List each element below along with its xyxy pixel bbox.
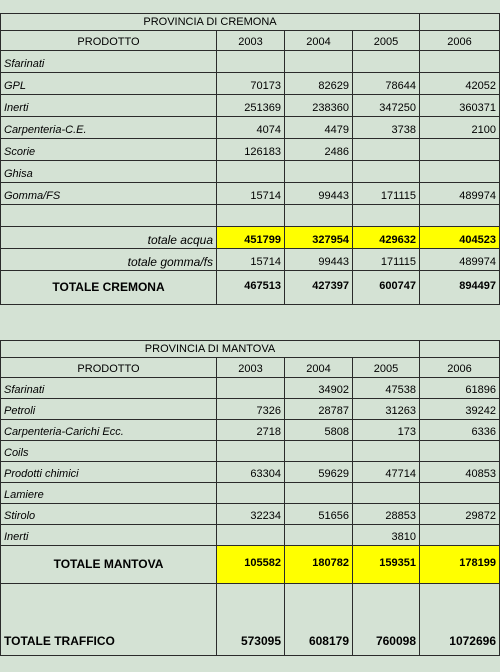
cell-value[interactable] bbox=[420, 161, 500, 183]
cell-value[interactable]: 99443 bbox=[285, 249, 353, 271]
traffico-total-row bbox=[0, 628, 500, 656]
cell-value[interactable]: 608179 bbox=[285, 628, 353, 656]
mantova-title-row bbox=[0, 340, 500, 358]
cell-value[interactable]: 78644 bbox=[353, 73, 420, 95]
cell-value[interactable]: 3810 bbox=[353, 525, 420, 546]
table-row bbox=[0, 378, 500, 399]
cell-value[interactable]: 82629 bbox=[285, 73, 353, 95]
empty-cell[interactable] bbox=[420, 584, 500, 628]
cell-value[interactable] bbox=[353, 483, 420, 504]
cell-value[interactable]: 347250 bbox=[353, 95, 420, 117]
empty-cell[interactable] bbox=[0, 205, 217, 227]
section-title[interactable]: PROVINCIA DI MANTOVA bbox=[0, 340, 420, 358]
cell-value[interactable]: 59629 bbox=[285, 462, 353, 483]
column-header[interactable]: PRODOTTO bbox=[0, 31, 217, 51]
cell-value[interactable]: 171115 bbox=[353, 249, 420, 271]
cell-value[interactable]: 63304 bbox=[217, 462, 285, 483]
cell-value[interactable]: 180782 bbox=[285, 546, 353, 584]
cell-value[interactable] bbox=[420, 139, 500, 161]
cell-value[interactable]: 173 bbox=[353, 420, 420, 441]
cremona-title-row bbox=[0, 13, 500, 31]
cell-value[interactable]: 2718 bbox=[217, 420, 285, 441]
empty-cell[interactable] bbox=[285, 205, 353, 227]
cell-value[interactable]: 39242 bbox=[420, 399, 500, 420]
cell-value[interactable]: 99443 bbox=[285, 183, 353, 205]
empty-cell[interactable] bbox=[353, 205, 420, 227]
cell-value[interactable] bbox=[420, 441, 500, 462]
empty-cell[interactable] bbox=[353, 584, 420, 628]
column-header[interactable]: 2003 bbox=[217, 31, 285, 51]
cell-value[interactable]: 15714 bbox=[217, 183, 285, 205]
cell-value[interactable]: 7326 bbox=[217, 399, 285, 420]
cell-value[interactable]: 251369 bbox=[217, 95, 285, 117]
cell-value[interactable]: 429632 bbox=[353, 227, 420, 249]
row-label[interactable]: Petroli bbox=[0, 399, 217, 420]
row-label[interactable]: TOTALE MANTOVA bbox=[0, 546, 217, 584]
row-label[interactable]: Inerti bbox=[0, 525, 217, 546]
cell-value[interactable]: 467513 bbox=[217, 271, 285, 305]
table-row bbox=[0, 483, 500, 504]
table-row bbox=[0, 183, 500, 205]
cell-value[interactable]: 5808 bbox=[285, 420, 353, 441]
cell-value[interactable] bbox=[285, 51, 353, 73]
table-row bbox=[0, 139, 500, 161]
cell-value[interactable] bbox=[217, 525, 285, 546]
cell-value[interactable]: 2486 bbox=[285, 139, 353, 161]
cell-value[interactable]: 404523 bbox=[420, 227, 500, 249]
cell-value[interactable]: 40853 bbox=[420, 462, 500, 483]
cell-value[interactable] bbox=[285, 161, 353, 183]
spacer-row bbox=[0, 584, 500, 628]
column-header[interactable]: 2006 bbox=[420, 31, 500, 51]
cell-value[interactable] bbox=[217, 441, 285, 462]
table-row bbox=[0, 504, 500, 525]
row-label[interactable]: GPL bbox=[0, 73, 217, 95]
row-label[interactable]: Coils bbox=[0, 441, 217, 462]
cell-value[interactable]: 760098 bbox=[353, 628, 420, 656]
cell-value[interactable]: 171115 bbox=[353, 183, 420, 205]
cell-value[interactable]: 42052 bbox=[420, 73, 500, 95]
empty-cell[interactable] bbox=[420, 205, 500, 227]
cell-value[interactable]: 6336 bbox=[420, 420, 500, 441]
table-row bbox=[0, 462, 500, 483]
table-row bbox=[0, 117, 500, 139]
cell-value[interactable]: 427397 bbox=[285, 271, 353, 305]
column-header[interactable]: PRODOTTO bbox=[0, 358, 217, 378]
row-label[interactable]: totale acqua bbox=[0, 227, 217, 249]
cell-value[interactable]: 894497 bbox=[420, 271, 500, 305]
cell-value[interactable]: 51656 bbox=[285, 504, 353, 525]
cell-value[interactable]: 47714 bbox=[353, 462, 420, 483]
cell-value[interactable] bbox=[353, 441, 420, 462]
cremona-total-row bbox=[0, 271, 500, 305]
row-label[interactable]: TOTALE TRAFFICO bbox=[0, 628, 217, 656]
row-label[interactable]: Carpenteria-Carichi Ecc. bbox=[0, 420, 217, 441]
section-title[interactable]: PROVINCIA DI CREMONA bbox=[0, 13, 420, 31]
empty-cell[interactable] bbox=[285, 584, 353, 628]
table-row bbox=[0, 525, 500, 546]
cremona-header-row bbox=[0, 31, 500, 51]
empty-cell[interactable] bbox=[420, 13, 500, 31]
cell-value[interactable] bbox=[285, 483, 353, 504]
mantova-header-row bbox=[0, 358, 500, 378]
cell-value[interactable]: 70173 bbox=[217, 73, 285, 95]
cell-value[interactable] bbox=[353, 161, 420, 183]
cell-value[interactable] bbox=[217, 161, 285, 183]
empty-cell[interactable] bbox=[217, 205, 285, 227]
cell-value[interactable]: 28853 bbox=[353, 504, 420, 525]
cell-value[interactable] bbox=[217, 51, 285, 73]
row-label[interactable]: Carpenteria-C.E. bbox=[0, 117, 217, 139]
cell-value[interactable]: 105582 bbox=[217, 546, 285, 584]
cell-value[interactable]: 126183 bbox=[217, 139, 285, 161]
row-label[interactable]: Scorie bbox=[0, 139, 217, 161]
mantova-total-row bbox=[0, 546, 500, 584]
row-label[interactable]: Gomma/FS bbox=[0, 183, 217, 205]
table-row bbox=[0, 95, 500, 117]
cell-value[interactable] bbox=[353, 139, 420, 161]
cell-value[interactable]: 489974 bbox=[420, 249, 500, 271]
row-label[interactable]: TOTALE CREMONA bbox=[0, 271, 217, 305]
empty-cell[interactable] bbox=[420, 340, 500, 358]
column-header[interactable]: 2005 bbox=[353, 31, 420, 51]
cell-value[interactable]: 15714 bbox=[217, 249, 285, 271]
cell-value[interactable]: 1072696 bbox=[420, 628, 500, 656]
row-label[interactable]: Ghisa bbox=[0, 161, 217, 183]
row-label[interactable]: Prodotti chimici bbox=[0, 462, 217, 483]
row-label[interactable]: totale gomma/fs bbox=[0, 249, 217, 271]
cremona-totale-gomma-row bbox=[0, 249, 500, 271]
cremona-blank-row bbox=[0, 205, 500, 227]
cell-value[interactable] bbox=[217, 378, 285, 399]
cell-value[interactable] bbox=[285, 525, 353, 546]
cell-value[interactable]: 29872 bbox=[420, 504, 500, 525]
cell-value[interactable]: 3738 bbox=[353, 117, 420, 139]
cell-value[interactable] bbox=[285, 441, 353, 462]
cell-value[interactable]: 61896 bbox=[420, 378, 500, 399]
cell-value[interactable]: 2100 bbox=[420, 117, 500, 139]
cell-value[interactable] bbox=[420, 483, 500, 504]
column-header[interactable]: 2004 bbox=[285, 358, 353, 378]
table-row bbox=[0, 51, 500, 73]
cell-value[interactable]: 489974 bbox=[420, 183, 500, 205]
cell-value[interactable]: 600747 bbox=[353, 271, 420, 305]
cell-value[interactable]: 31263 bbox=[353, 399, 420, 420]
cell-value[interactable] bbox=[420, 51, 500, 73]
cell-value[interactable] bbox=[217, 483, 285, 504]
table-row bbox=[0, 73, 500, 95]
table-row bbox=[0, 420, 500, 441]
cell-value[interactable]: 34902 bbox=[285, 378, 353, 399]
table-row bbox=[0, 441, 500, 462]
table-row bbox=[0, 399, 500, 420]
cell-value[interactable]: 178199 bbox=[420, 546, 500, 584]
cell-value[interactable]: 32234 bbox=[217, 504, 285, 525]
cell-value[interactable]: 4479 bbox=[285, 117, 353, 139]
table-row bbox=[0, 161, 500, 183]
cell-value[interactable] bbox=[353, 51, 420, 73]
cremona-totale-acqua-row bbox=[0, 227, 500, 249]
column-header[interactable]: 2004 bbox=[285, 31, 353, 51]
empty-cell[interactable] bbox=[0, 584, 217, 628]
cell-value[interactable]: 47538 bbox=[353, 378, 420, 399]
row-label[interactable]: Sfarinati bbox=[0, 51, 217, 73]
column-header[interactable]: 2006 bbox=[420, 358, 500, 378]
row-label[interactable]: Sfarinati bbox=[0, 378, 217, 399]
row-label[interactable]: Lamiere bbox=[0, 483, 217, 504]
cell-value[interactable]: 4074 bbox=[217, 117, 285, 139]
cell-value[interactable]: 238360 bbox=[285, 95, 353, 117]
empty-cell[interactable] bbox=[217, 584, 285, 628]
cell-value[interactable]: 360371 bbox=[420, 95, 500, 117]
cell-value[interactable]: 28787 bbox=[285, 399, 353, 420]
cell-value[interactable] bbox=[420, 525, 500, 546]
cell-value[interactable]: 451799 bbox=[217, 227, 285, 249]
cell-value[interactable]: 573095 bbox=[217, 628, 285, 656]
row-label[interactable]: Inerti bbox=[0, 95, 217, 117]
row-label[interactable]: Stirolo bbox=[0, 504, 217, 525]
column-header[interactable]: 2003 bbox=[217, 358, 285, 378]
column-header[interactable]: 2005 bbox=[353, 358, 420, 378]
cell-value[interactable]: 327954 bbox=[285, 227, 353, 249]
cell-value[interactable]: 159351 bbox=[353, 546, 420, 584]
